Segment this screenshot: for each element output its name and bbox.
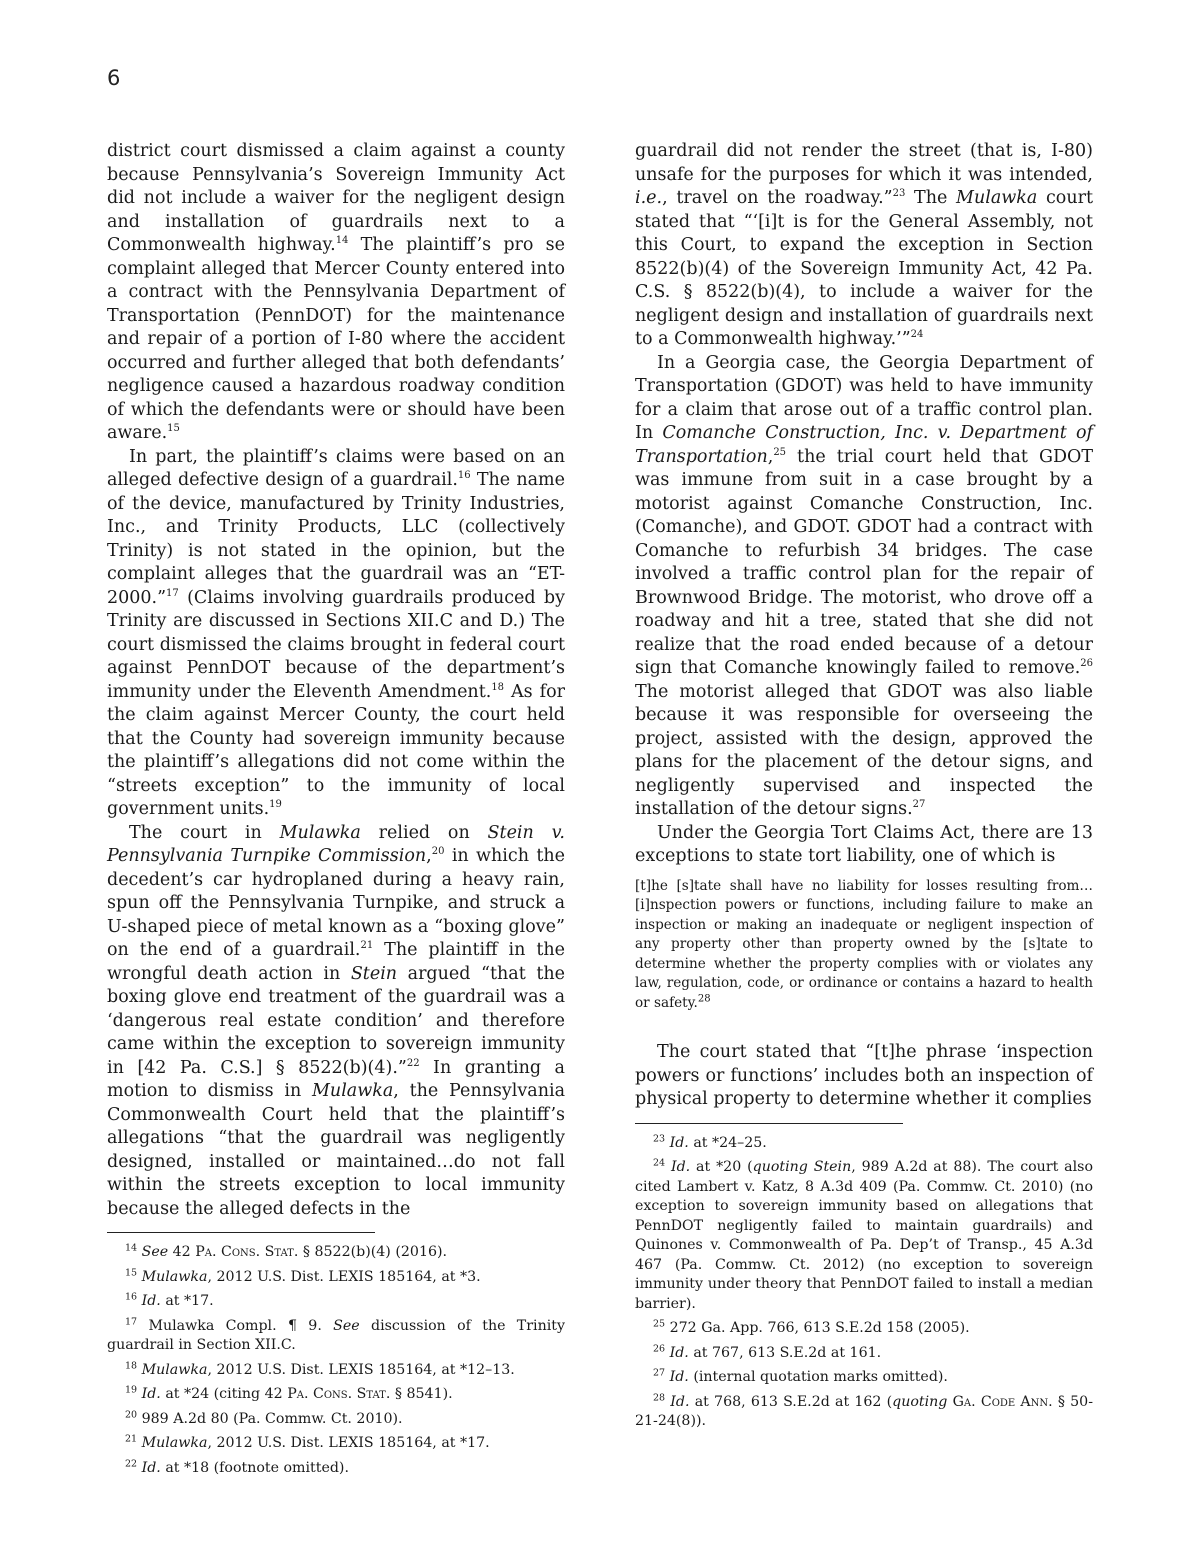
paragraph: In a Georgia case, the Georgia Department of Transportation (GDOT) was held to have immunity for a claim that arose out of a traffic control plan. In Comanche Construction, Inc. v. Department of Transportation,$^{25}$ the trial court held that GDOT was immune from suit in a case brought by a motorist against Comanche Construction, Inc. (Comanche), and GDOT. GDOT had a contract with Comanche to refurbish 34 bridges. The case involved a traffic control plan for the repair of Brownwood Bridge. The motorist, who drove off a roadway and hit a tree, stated that she did not realize that the road ended because of a detour sign that Comanche knowingly failed to remove.$^{26}$ The motorist alleged that GDOT was also liable because it was responsible for overseeing the project, assisted with the design, approved the plans for the placement of the detour signs, and negligently supervised and inspected the installation of the detour signs.$^{27}$ [635, 352, 1093, 819]
page-number: 6 [107, 66, 121, 90]
left-body-text [107, 140, 565, 1221]
footnote-number: 24 [653, 1157, 666, 1169]
footnote: $^{14}$ See 42 Pa. Cons. Stat. § 8522(b)(4) (2016). [125, 1242, 448, 1260]
footnote: $^{22}$ Id. at *18 (footnote omitted). [125, 1457, 349, 1476]
footnote: $^{28}$ Id. at 768, 613 S.E.2d at 162 (quoting Ga. Code Ann. § 50-21-24(8)). [635, 1391, 1093, 1429]
footnote-number: 20 [125, 1408, 138, 1420]
right-column [635, 140, 1093, 1437]
footnote-divider [635, 1123, 903, 1124]
footnote-divider [107, 1232, 375, 1233]
footnote-number: 16 [125, 1291, 138, 1303]
footnote-ref: 25 [773, 446, 787, 458]
footnote-ref: 19 [269, 799, 282, 811]
footnote: $^{19}$ Id. at *24 (citing 42 Pa. Cons. Stat. § 8541). [125, 1384, 453, 1402]
footnote-ref: 28 [697, 992, 711, 1004]
footnote: $^{20}$ 989 A.2d 80 (Pa. Commw. Ct. 2010). [125, 1408, 403, 1427]
footnote-number: 27 [653, 1367, 666, 1379]
footnote-number: 19 [125, 1384, 138, 1396]
footnote-ref: 15 [167, 423, 180, 435]
footnote-ref: 18 [491, 681, 505, 693]
paragraph: district court dismissed a claim against a county because Pennsylvania’s Sovereign Immunity Act did not include a waiver for the negligent design and installation of guardrails next to a Commonwealth highway.$^{14}$ The plaintiff’s pro se complaint alleged that Mercer County entered into a contract with the Pennsylvania Department of Transportation (PennDOT) for the maintenance and repair of a portion of I-80 where the accident occurred and further alleged that both defendants’ negligence caused a hazardous roadway condition of which the defendants were or should have been aware.$^{15}$ [107, 141, 565, 443]
footnote: $^{27}$ Id. (internal quotation marks omitted). [653, 1367, 948, 1385]
footnote: $^{17}$ Mulawka Compl. ¶ 9. See discussion of the Trinity guardrail in Section XII.C. [107, 1315, 565, 1353]
footnote-ref: 22 [406, 1057, 420, 1069]
footnote: $^{23}$ Id. at *24–25. [653, 1132, 767, 1151]
footnote-ref: 27 [912, 799, 926, 811]
paragraph: Under the Georgia Tort Claims Act, there are 13 exceptions to state tort liability, one of which is [635, 822, 1093, 866]
footnote-ref: 14 [335, 235, 349, 247]
left-footnotes [107, 1243, 565, 1478]
footnote-number: 26 [653, 1342, 666, 1354]
paragraph: guardrail did not render the street (that is, I-80) unsafe for the purposes for which it was intended, i.e., travel on the roadway.”$^{23}$ The Mulawka court stated that “‘[i]t is for the General Assembly, not this Court, to expand the exception in Section 8522(b)(4) of the Sovereign Immunity Act, 42 Pa. C.S. § 8522(b)(4), to include a waiver for the negligent design and installation of guardrails next to a Commonwealth highway.’”$^{24}$ [635, 141, 1093, 349]
footnote: $^{25}$ 272 Ga. App. 766, 613 S.E.2d 158 (2005). [653, 1318, 970, 1336]
footnote-ref: 24 [910, 329, 924, 341]
right-body-text [635, 140, 1093, 1112]
footnote-number: 14 [125, 1242, 138, 1254]
paragraph: The court stated that “[t]he phrase ‘inspection powers or functions’ includes both an inspection of physical property to determine whether it complies [635, 1042, 1093, 1109]
footnote-number: 15 [125, 1266, 138, 1278]
footnote-number: 21 [125, 1433, 138, 1445]
footnote: $^{26}$ Id. at 767, 613 S.E.2d at 161. [653, 1342, 882, 1361]
footnote-ref: 23 [892, 188, 906, 200]
footnote: $^{16}$ Id. at *17. [125, 1291, 214, 1309]
footnote-ref: 17 [166, 587, 179, 599]
footnote: $^{24}$ Id. at *20 (quoting Stein, 989 A.2d at 88). The court also cited Lambert v. Katz, 8 A.3d 409 (Pa. Commw. Ct. 2010) (no exception to sovereign immunity based on allegations that PennDOT negligently failed to maintain guardrails) and Quinones v. Commonwealth of Pa. Dep’t of Transp., 45 A.3d 467 (Pa. Commw. Ct. 2012) (no exception to sovereign immunity under theory that PennDOT failed to install a median barrier). [635, 1157, 1093, 1312]
footnote-number: 17 [125, 1315, 138, 1327]
footnote-number: 18 [125, 1359, 138, 1371]
footnote: $^{21}$ Mulawka, 2012 U.S. Dist. LEXIS 185164, at *17. [125, 1433, 490, 1451]
footnote: $^{15}$ Mulawka, 2012 U.S. Dist. LEXIS 185164, at *3. [125, 1266, 481, 1285]
footnote-number: 23 [653, 1132, 666, 1144]
footnote-number: 25 [653, 1318, 666, 1330]
footnote: $^{18}$ Mulawka, 2012 U.S. Dist. LEXIS 185164, at *12–13. [125, 1359, 515, 1378]
paragraph: In part, the plaintiff’s claims were based on an alleged defective design of a guardrail.$^{16}$ The name of the device, manufactured by Trinity Industries, Inc., and Trinity Products, LLC (collectively Trinity) is not stated in the opinion, but the complaint alleges that the guardrail was an “ET-2000.”$^{17}$ (Claims involving guardrails produced by Trinity are discussed in Sections XII.C and D.) The court dismissed the claims brought in federal court against PennDOT because of the department’s immunity under the Eleventh Amendment.$^{18}$ As for the claim against Mercer County, the court held that the County had sovereign immunity because the plaintiff’s allegations did not come within the “streets exception” to the immunity of local government units.$^{19}$ [107, 446, 565, 819]
footnote-ref: 16 [457, 470, 471, 482]
right-footnotes [635, 1134, 1093, 1432]
footnote-ref: 21 [360, 940, 374, 952]
footnote-number: 22 [125, 1457, 138, 1469]
block-quote: [t]he [s]tate shall have no liability for losses resulting from…[i]nspection powers or functions, including failure to make an inspection or making an inadequate or negligent inspection of any property other than property owned by the [s]tate to determine whether the property complies with or violates any law, regulation, code, or ordinance or contains a hazard to health or safety.$^{28}$ [635, 877, 1093, 1011]
footnote-number: 28 [653, 1391, 666, 1403]
footnote-ref: 20 [431, 846, 445, 858]
left-column [107, 140, 565, 1483]
paragraph: The court in Mulawka relied on Stein v. Pennsylvania Turnpike Commission,$^{20}$ in which the decedent’s car hydroplaned during a heavy rain, spun off the Pennsylvania Turnpike, and struck a U-shaped piece of metal known as a “boxing glove” on the end of a guardrail.$^{21}$ The plaintiff in the wrongful death action in Stein argued “that the boxing glove end treatment of the guardrail was a ‘dangerous real estate condition’ and therefore came within the exception to sovereign immunity in [42 Pa. C.S.] § 8522(b)(4).”$^{22}$ In granting a motion to dismiss in Mulawka, the Pennsylvania Commonwealth Court held that the plaintiff’s allegations “that the guardrail was negligently designed, installed or maintained…do not fall within the streets exception to local immunity because the alleged defects in the [107, 822, 566, 1219]
footnote-ref: 26 [1080, 658, 1093, 670]
